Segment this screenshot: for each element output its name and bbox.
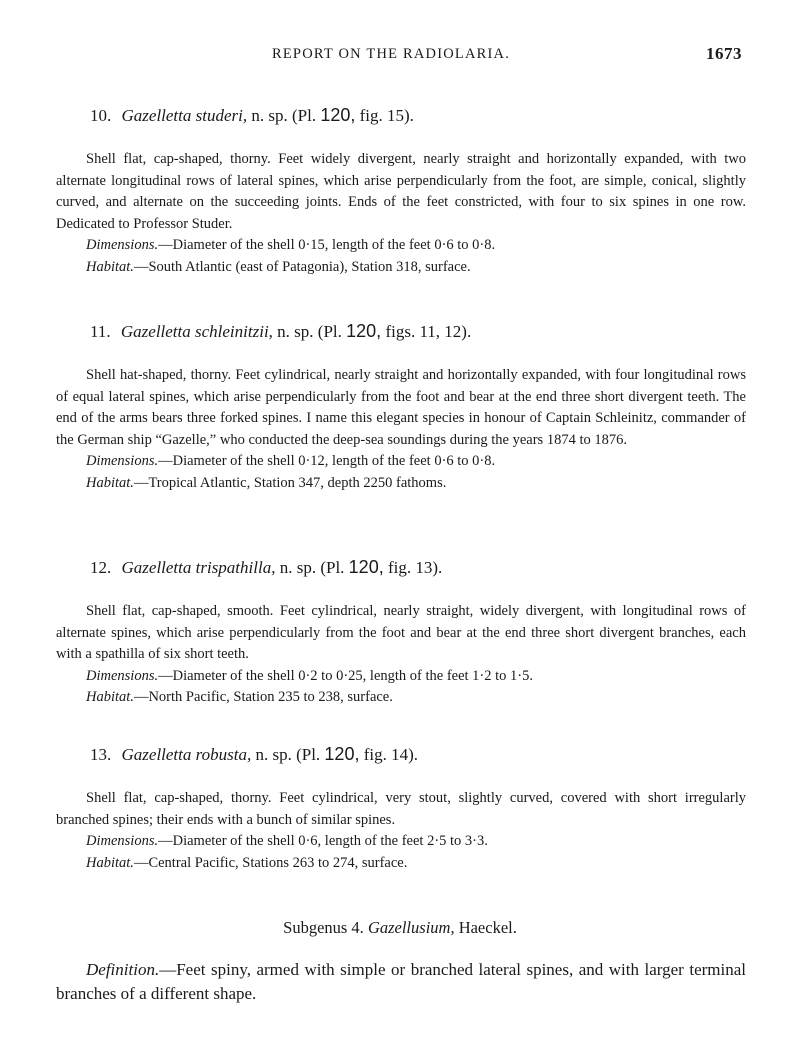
subgenus-heading [0,917,800,939]
habitat-text: —Tropical Atlantic, Station 347, depth 2250 fathoms. [133,474,447,491]
plate-label: (Pl. [291,106,317,125]
species-heading [90,104,746,127]
habitat-label: Habitat. [86,474,134,491]
definition-label: Definition. [86,960,160,979]
dimensions-label: Dimensions. [86,237,159,253]
species-name: Gazelletta trispathilla, [121,558,276,577]
species-heading [90,556,746,579]
figure-ref: fig. 14). [363,745,419,764]
habitat-line [86,853,746,875]
species-entry-13 [56,743,746,874]
figure-ref: fig. 15). [359,106,414,125]
species-description: Shell flat, cap-shaped, thorny. Feet widely divergent, nearly straight and horizontally expanded, with two alternate longitudinal rows of lateral spines, which arise perpendicularly from the foot, are simple, conical, slightly curved, and alternate on the succeeding joints. Ends of the feet constricted, with four to six spines in one row. Dedicated to Professor Studer. [56,151,746,232]
species-entry-11 [56,320,746,494]
habitat-line [86,473,746,495]
species-status: n. sp. [277,322,314,341]
species-number: 13. [90,745,112,764]
plate-label: (Pl. [296,745,321,764]
subgenus-name: Gazellusium, [367,918,455,937]
species-description: Shell flat, cap-shaped, smooth. Feet cylindrical, nearly straight, widely divergent, with longitudinal rows of alternate spines, which arise perpendicularly from the foot and bear at the end three short divergent branches, each with a spathilla of six short teeth. [56,603,746,662]
plate-label: (Pl. [317,322,342,341]
habitat-line [86,687,746,709]
habitat-label: Habitat. [86,854,134,871]
species-description: Shell flat, cap-shaped, thorny. Feet cylindrical, very stout, slightly curved, covered with short irregularly branched spines; their ends with a bunch of similar spines. [56,790,746,828]
habitat-line [86,257,746,279]
figure-ref: fig. 13). [387,558,443,577]
subgenus-prefix: Subgenus 4. [283,918,364,937]
definition-text: —Feet spiny, armed with simple or branched lateral spines, and with larger terminal branches of a different shape. [56,960,746,1003]
subgenus-author: Haeckel. [458,918,517,937]
dimensions-text: —Diameter of the shell 0·15, length of the feet 0·6 to 0·8. [158,237,496,253]
running-title: REPORT ON THE RADIOLARIA. [272,46,511,62]
dimensions-text: —Diameter of the shell 0·12, length of the feet 0·6 to 0·8. [158,453,496,469]
habitat-label: Habitat. [86,689,134,705]
plate-number: 120, [346,321,382,341]
species-name: Gazelletta studeri, [121,106,248,125]
plate-label: (Pl. [320,558,345,577]
habitat-text: —North Pacific, Station 235 to 238, surface. [133,689,393,705]
species-status: n. sp. [251,106,288,125]
species-number: 12. [90,558,112,577]
species-status: n. sp. [255,745,292,764]
dimensions-label: Dimensions. [86,833,159,849]
dimensions-text: —Diameter of the shell 0·2 to 0·25, length of the feet 1·2 to 1·5. [158,667,533,684]
species-number: 11. [90,322,111,341]
plate-number: 120, [348,557,384,577]
dimensions-label: Dimensions. [86,667,159,684]
plate-number: 120, [320,105,356,125]
species-status: n. sp. [279,558,317,577]
habitat-text: —Central Pacific, Stations 263 to 274, surface. [133,854,408,871]
species-entry-10 [56,104,746,278]
figure-ref: figs. 11, 12). [385,322,472,341]
plate-number: 120, [324,744,360,764]
subgenus-definition [56,958,746,1006]
page-number: 1673 [706,44,742,63]
habitat-label: Habitat. [86,258,134,275]
species-description: Shell hat-shaped, thorny. Feet cylindrical, nearly straight and horizontally expanded, with four longitudinal rows of equal lateral spines, which arise perpendicularly from the foot and bear at the end three short divergent teeth. The end of the arms bears three forked spines. I name this elegant species in honour of Captain Schleinitz, commander of the German ship “Gazelle,” who conducted the deep-sea soundings during the years 1874 to 1876. [56,367,746,448]
dimensions-label: Dimensions. [86,453,159,469]
dimensions-line [86,831,746,853]
habitat-text: —South Atlantic (east of Patagonia), Station 318, surface. [133,258,471,275]
species-number: 10. [90,106,112,125]
dimensions-line [86,451,746,473]
species-heading [90,320,746,343]
dimensions-line [86,235,746,257]
dimensions-text: —Diameter of the shell 0·6, length of the feet 2·5 to 3·3. [158,833,488,849]
species-entry-12 [56,556,746,709]
species-name: Gazelletta schleinitzii, [120,322,273,341]
dimensions-line [86,666,746,688]
page-header [0,44,800,68]
species-heading [90,743,746,766]
species-name: Gazelletta robusta, [121,745,252,764]
